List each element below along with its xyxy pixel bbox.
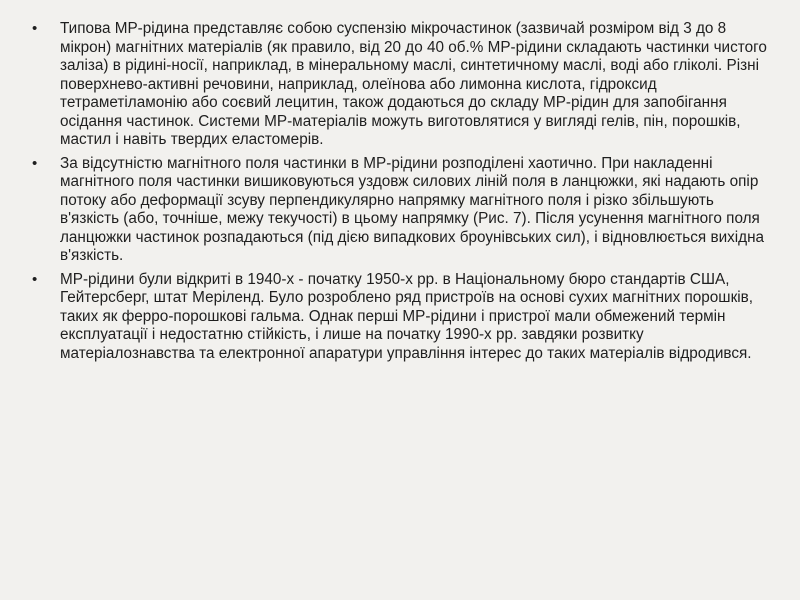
bullet-marker: • bbox=[32, 270, 38, 288]
bullet-marker: • bbox=[32, 20, 38, 37]
bullet-list bbox=[28, 20, 776, 363]
paragraph-text: Типова МР-рідина представляє собою суспензію мікрочастинок (зазвичай розміром від 3 до 8 мікрон) магнітних матеріалів (як правило, від 20 до 40 об.% МР-рідини складають частинки чистого заліза) в рідині-носії, наприклад, в мінеральному маслі, синтетичному маслі, воді або гліколі. Різні поверхнево-активні речовини, наприклад, олеїнова або лимонна кислота, гідроксид тетраметіламонію або соєвий лецитин, також додаються до складу МР-рідин для запобігання осідання частинок. Системи МР-матеріалів можуть виготовлятися у вигляді гелів, пін, порошків, мастил і навіть твердих еластомерів. bbox=[60, 20, 767, 148]
bullet-item-composition bbox=[28, 20, 776, 150]
paragraph-text: За відсутністю магнітного поля частинки в МР-рідини розподілені хаотично. При накладенні магнітного поля частинки вишиковуються уздовж силових ліній поля в ланцюжки, які надають опір потоку або деформації зсуву перпендикулярно напрямку магнітного поля і різко збільшують в'язкість (або, точніше, межу текучості) в цьому напрямку (Рис. 7). Після усунення магнітного поля ланцюжки частинок розпадаються (під дією випадкових броунівських сил), і відновлюється вихідна в'язкість. bbox=[60, 154, 765, 264]
bullet-marker: • bbox=[32, 154, 38, 172]
paragraph-text: МР-рідини були відкриті в 1940-х - початку 1950-х рр. в Національному бюро стандартів США, Гейтерсберг, штат Меріленд. Було розроблено ряд пристроїв на основі сухих магнітних порошків, таких як ферро-порошкові гальма. Однак перші МР-рідини і пристрої мали обмежений термін експлуатації і недостатню стійкість, і лише на початку 1990-х рр. завдяки розвитку матеріалознавства та електронної апаратури управління інтерес до таких матеріалів відродився. bbox=[60, 270, 754, 362]
bullet-item-history bbox=[28, 271, 776, 364]
bullet-item-magnetic-field bbox=[28, 155, 776, 266]
